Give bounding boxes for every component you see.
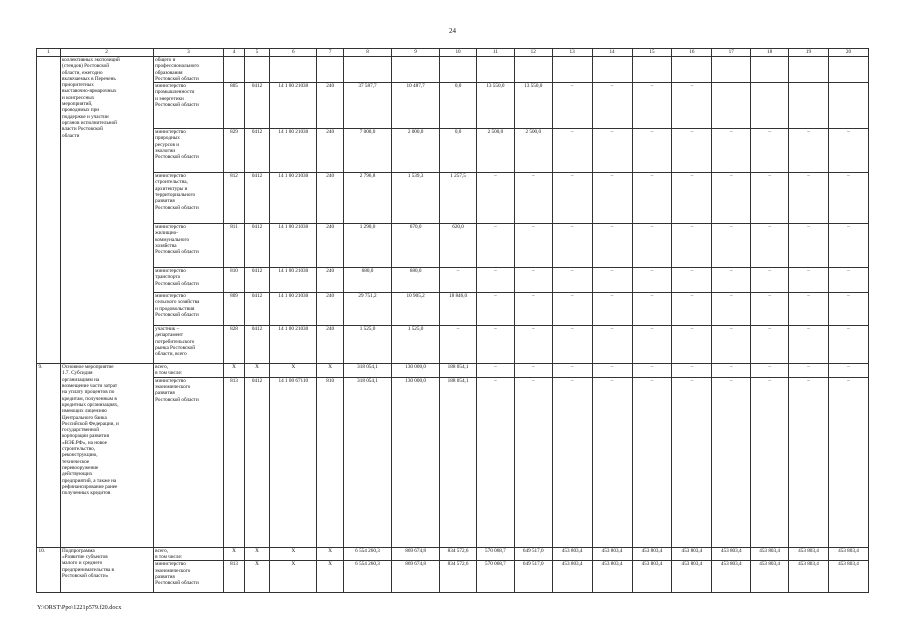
header-cell: 14 (592, 49, 632, 57)
expense-type-cell: 240 (317, 129, 344, 173)
amount-cell: – (514, 268, 552, 293)
expense-type-cell: 810 (317, 377, 344, 547)
target-article-cell: 14 1 00 21030 (270, 326, 317, 364)
amount-cell: 453 803,4 (552, 561, 592, 593)
amount-cell (514, 57, 552, 83)
amount-cell: – (789, 129, 829, 173)
grbs-code-cell: 811 (224, 224, 244, 268)
amount-cell (712, 57, 751, 83)
amount-cell: – (828, 326, 868, 364)
amount-cell: 318 054,1 (343, 364, 391, 378)
amount-cell: – (440, 268, 477, 293)
amount-cell: – (552, 364, 592, 378)
amount-cell: 649 517,0 (514, 547, 552, 561)
header-cell: 19 (789, 49, 829, 57)
amount-cell: 453 803,4 (789, 561, 829, 593)
executor-cell: всего, в том числе: (153, 547, 224, 561)
expense-type-cell: X (317, 561, 344, 593)
amount-cell: – (751, 377, 789, 547)
amount-cell (552, 57, 592, 83)
target-article-cell: X (270, 547, 317, 561)
amount-cell: – (672, 224, 712, 268)
executor-cell: министерство природных ресурсов и экологии Ростовской области (153, 129, 224, 173)
amount-cell: – (828, 377, 868, 547)
amount-cell: – (751, 326, 789, 364)
executor-cell: министерство промышленности и энергетики Ростовской области (153, 83, 224, 129)
grbs-code-cell: 828 (224, 326, 244, 364)
amount-cell: – (828, 364, 868, 378)
target-article-cell: X (270, 561, 317, 593)
section-code-cell: X (244, 561, 270, 593)
activity-name-cell: коллективных экспозиций (стендов) Ростовской области, ежегодно включаемых в Перечень приоритетных выставочно-ярмарочных и конгрессных мероприятий, проводимых при поддержке и участии органов исполнительной власти Ростовской области (60, 57, 153, 364)
amount-cell: – (514, 293, 552, 326)
amount-cell: 10 487,7 (392, 83, 440, 129)
expense-type-cell: 240 (317, 268, 344, 293)
amount-cell: 1 525,0 (392, 326, 440, 364)
header-cell: 16 (672, 49, 712, 57)
section-code-cell: X (244, 364, 270, 378)
amount-cell: – (476, 364, 514, 378)
target-article-cell: 14 1 00 21030 (270, 173, 317, 224)
amount-cell (343, 57, 391, 83)
amount-cell: – (828, 173, 868, 224)
amount-cell: 2 796,8 (343, 173, 391, 224)
amount-cell: 453 803,4 (751, 561, 789, 593)
header-row (37, 49, 869, 57)
amount-cell: 130 000,0 (392, 377, 440, 547)
amount-cell (789, 83, 829, 129)
amount-cell: 834 572,6 (440, 547, 477, 561)
amount-cell: – (440, 326, 477, 364)
section-code-cell: 0412 (244, 377, 270, 547)
amount-cell: – (712, 268, 751, 293)
amount-cell: – (552, 293, 592, 326)
page-number: 24 (449, 27, 456, 35)
header-cell: 5 (244, 49, 270, 57)
executor-cell: министерство жилищно- коммунального хозяйства Ростовской области (153, 224, 224, 268)
amount-cell: – (789, 364, 829, 378)
grbs-code-cell: 810 (224, 268, 244, 293)
amount-cell: – (712, 173, 751, 224)
target-article-cell: 14 1 00 21030 (270, 268, 317, 293)
amount-cell: 869 674,8 (392, 561, 440, 593)
amount-cell: – (712, 377, 751, 547)
amount-cell: – (476, 173, 514, 224)
footer-file-path: Y:\ORST\Ppo\1221p579.f20.docx (37, 604, 122, 611)
amount-cell (592, 57, 632, 83)
expense-type-cell: 240 (317, 173, 344, 224)
amount-cell: 453 803,4 (632, 547, 672, 561)
header-cell: 8 (343, 49, 391, 57)
amount-cell: – (552, 268, 592, 293)
row-number-cell: 9. (37, 364, 61, 548)
amount-cell: – (789, 268, 829, 293)
target-article-cell: 14 1 00 67110 (270, 377, 317, 547)
grbs-code-cell: 805 (224, 83, 244, 129)
header-cell: 15 (632, 49, 672, 57)
amount-cell: 13 550,0 (476, 83, 514, 129)
amount-cell: 453 803,4 (712, 547, 751, 561)
amount-cell: – (592, 129, 632, 173)
amount-cell: 620,0 (440, 224, 477, 268)
header-cell: 17 (712, 49, 751, 57)
grbs-code-cell: 813 (224, 561, 244, 593)
amount-cell: 570 068,7 (476, 547, 514, 561)
grbs-code-cell: 829 (224, 129, 244, 173)
expense-type-cell: 240 (317, 326, 344, 364)
header-cell: 10 (440, 49, 477, 57)
amount-cell: 2 000,0 (392, 129, 440, 173)
amount-cell: – (514, 224, 552, 268)
amount-cell: 453 803,4 (552, 547, 592, 561)
amount-cell (751, 83, 789, 129)
amount-cell: – (476, 224, 514, 268)
amount-cell (392, 57, 440, 83)
amount-cell (712, 83, 751, 129)
amount-cell: 453 803,4 (828, 547, 868, 561)
amount-cell: 2 500,0 (514, 129, 552, 173)
amount-cell (828, 57, 868, 83)
amount-cell: – (632, 326, 672, 364)
header-cell: 9 (392, 49, 440, 57)
amount-cell: 7 000,0 (343, 129, 391, 173)
amount-cell: – (632, 224, 672, 268)
amount-cell: – (751, 129, 789, 173)
table-row (37, 377, 869, 547)
amount-cell: – (672, 293, 712, 326)
header-cell: 18 (751, 49, 789, 57)
header-cell: 13 (552, 49, 592, 57)
amount-cell: – (632, 364, 672, 378)
amount-cell: 130 000,0 (392, 364, 440, 378)
amount-cell: – (712, 364, 751, 378)
amount-cell: – (514, 173, 552, 224)
amount-cell: 453 803,4 (828, 561, 868, 593)
amount-cell: 680,0 (343, 268, 391, 293)
amount-cell: 869 674,8 (392, 547, 440, 561)
amount-cell: 649 517,0 (514, 561, 552, 593)
table-row (37, 57, 869, 83)
amount-cell: – (789, 293, 829, 326)
amount-cell: – (592, 377, 632, 547)
executor-cell: министерство экономического развития Ростовской области (153, 377, 224, 547)
header-cell: 7 (317, 49, 344, 57)
row-number-cell: 10. (37, 547, 61, 593)
header-cell: 11 (476, 49, 514, 57)
amount-cell: 570 068,7 (476, 561, 514, 593)
expense-type-cell: 240 (317, 224, 344, 268)
amount-cell (751, 57, 789, 83)
amount-cell: 1 257,5 (440, 173, 477, 224)
expense-type-cell (317, 57, 344, 83)
grbs-code-cell: X (224, 364, 244, 378)
amount-cell (828, 83, 868, 129)
amount-cell: 680,0 (392, 268, 440, 293)
activity-name-cell: Подпрограмма «Развитие субъектов малого и среднего предпринимательства в Ростовской области» (60, 547, 153, 593)
section-code-cell: 0412 (244, 326, 270, 364)
table-row (37, 326, 869, 364)
executor-cell: министерство экономического развития Ростовской области (153, 561, 224, 593)
amount-cell: 453 803,4 (789, 547, 829, 561)
section-code-cell: 0412 (244, 268, 270, 293)
amount-cell: – (476, 293, 514, 326)
amount-cell: 188 054,1 (440, 377, 477, 547)
amount-cell: – (592, 364, 632, 378)
table-row (37, 129, 869, 173)
grbs-code-cell: 812 (224, 173, 244, 224)
header-cell: 2 (60, 49, 153, 57)
table-row (37, 268, 869, 293)
amount-cell: – (751, 173, 789, 224)
amount-cell: 10 905,2 (392, 293, 440, 326)
amount-cell: – (712, 293, 751, 326)
amount-cell: – (828, 224, 868, 268)
amount-cell: 188 054,1 (440, 364, 477, 378)
grbs-code-cell: 813 (224, 377, 244, 547)
amount-cell: – (632, 268, 672, 293)
executor-cell: министерство сельского хозяйства и продовольствия Ростовской области (153, 293, 224, 326)
table-row (37, 547, 869, 561)
header-cell: 3 (153, 49, 224, 57)
header-cell: 1 (37, 49, 61, 57)
amount-cell: – (751, 364, 789, 378)
amount-cell: – (712, 224, 751, 268)
amount-cell: 453 803,4 (592, 561, 632, 593)
amount-cell (672, 57, 712, 83)
executor-cell: всего, в том числе: (153, 364, 224, 378)
amount-cell: – (552, 224, 592, 268)
amount-cell: – (552, 83, 592, 129)
amount-cell: – (514, 326, 552, 364)
section-code-cell: 0412 (244, 293, 270, 326)
section-code-cell: 0412 (244, 224, 270, 268)
section-code-cell: 0412 (244, 129, 270, 173)
section-code-cell: X (244, 547, 270, 561)
amount-cell: 18 846,0 (440, 293, 477, 326)
amount-cell: 1 539,3 (392, 173, 440, 224)
amount-cell: – (476, 377, 514, 547)
grbs-code-cell (224, 57, 244, 83)
section-code-cell: 0412 (244, 173, 270, 224)
amount-cell: 29 751,2 (343, 293, 391, 326)
target-article-cell: 14 1 00 21030 (270, 224, 317, 268)
section-code-cell: 0412 (244, 83, 270, 129)
amount-cell: – (632, 83, 672, 129)
table-row (37, 173, 869, 224)
amount-cell (440, 57, 477, 83)
amount-cell: – (632, 377, 672, 547)
amount-cell: – (476, 326, 514, 364)
amount-cell: – (712, 326, 751, 364)
amount-cell: – (592, 224, 632, 268)
amount-cell: – (751, 224, 789, 268)
expense-type-cell: 240 (317, 83, 344, 129)
executor-cell: министерство строительства, архитектуры и территориального развития Ростовской области (153, 173, 224, 224)
amount-cell: 0,0 (440, 129, 477, 173)
row-number-cell (37, 57, 61, 364)
amount-cell: – (592, 83, 632, 129)
amount-cell: 453 803,4 (712, 561, 751, 593)
amount-cell: – (672, 364, 712, 378)
table-row (37, 83, 869, 129)
amount-cell: – (672, 326, 712, 364)
activity-name-cell: Основное мероприятие 1.7. Субсидия организациям на возмещение части затрат на уплату процентов по кредитам, полученным в кредитных организациях, имеющих лицензию Центрального банка Российской Федерации, и государственной корпорации развития «ВЭБ.РФ», на новое строительство, реконструкцию, техническое перевооружение действующих предприятий, а также на рефинансирование ранее полученных кредитов (60, 364, 153, 548)
amount-cell: – (751, 293, 789, 326)
amount-cell: – (632, 293, 672, 326)
amount-cell: – (552, 326, 592, 364)
amount-cell: 318 054,1 (343, 377, 391, 547)
table-row (37, 293, 869, 326)
amount-cell: – (751, 268, 789, 293)
amount-cell (789, 57, 829, 83)
amount-cell: – (828, 268, 868, 293)
amount-cell (476, 57, 514, 83)
amount-cell: – (592, 326, 632, 364)
amount-cell: 453 803,4 (672, 561, 712, 593)
amount-cell: – (672, 268, 712, 293)
table-row (37, 364, 869, 378)
amount-cell: – (672, 129, 712, 173)
header-cell: 4 (224, 49, 244, 57)
amount-cell: 453 803,4 (592, 547, 632, 561)
grbs-code-cell: 809 (224, 293, 244, 326)
expense-type-cell: X (317, 364, 344, 378)
amount-cell: – (789, 377, 829, 547)
program-table (36, 48, 869, 593)
expense-type-cell: X (317, 547, 344, 561)
amount-cell: – (552, 129, 592, 173)
target-article-cell: 14 1 00 21030 (270, 83, 317, 129)
amount-cell: – (592, 268, 632, 293)
amount-cell: 6 554 260,3 (343, 561, 391, 593)
amount-cell: 453 803,4 (632, 561, 672, 593)
amount-cell: – (789, 224, 829, 268)
executor-cell: общего и профессионального образования Ростовской области (153, 57, 224, 83)
amount-cell: 453 803,4 (751, 547, 789, 561)
amount-cell: – (632, 173, 672, 224)
amount-cell: – (552, 377, 592, 547)
executor-cell: министерство транспорта Ростовской области (153, 268, 224, 293)
section-code-cell (244, 57, 270, 83)
table-row (37, 224, 869, 268)
amount-cell (632, 57, 672, 83)
header-cell: 20 (828, 49, 868, 57)
amount-cell: – (476, 268, 514, 293)
amount-cell: – (828, 129, 868, 173)
amount-cell: 37 587,7 (343, 83, 391, 129)
amount-cell: – (828, 293, 868, 326)
grbs-code-cell: X (224, 547, 244, 561)
amount-cell: 6 554 260,3 (343, 547, 391, 561)
target-article-cell: X (270, 364, 317, 378)
header-cell: 6 (270, 49, 317, 57)
amount-cell: – (632, 129, 672, 173)
table-row (37, 561, 869, 593)
amount-cell: 2 500,0 (476, 129, 514, 173)
amount-cell: – (514, 377, 552, 547)
amount-cell: – (672, 83, 712, 129)
target-article-cell (270, 57, 317, 83)
amount-cell: 670,0 (392, 224, 440, 268)
amount-cell: – (789, 326, 829, 364)
amount-cell: 834 572,6 (440, 561, 477, 593)
amount-cell: – (552, 173, 592, 224)
amount-cell: 0,0 (440, 83, 477, 129)
expense-type-cell: 240 (317, 293, 344, 326)
amount-cell: – (592, 293, 632, 326)
amount-cell: – (592, 173, 632, 224)
header-cell: 12 (514, 49, 552, 57)
amount-cell: – (672, 173, 712, 224)
amount-cell: – (672, 377, 712, 547)
amount-cell: – (712, 129, 751, 173)
amount-cell: 13 550,0 (514, 83, 552, 129)
amount-cell: 1 525,0 (343, 326, 391, 364)
target-article-cell: 14 1 00 21030 (270, 293, 317, 326)
amount-cell: – (789, 173, 829, 224)
target-article-cell: 14 1 00 21030 (270, 129, 317, 173)
amount-cell: – (514, 364, 552, 378)
amount-cell: 1 290,0 (343, 224, 391, 268)
amount-cell: 453 803,4 (672, 547, 712, 561)
executor-cell: участник – департамент потребительского рынка Ростовской области, всего (153, 326, 224, 364)
